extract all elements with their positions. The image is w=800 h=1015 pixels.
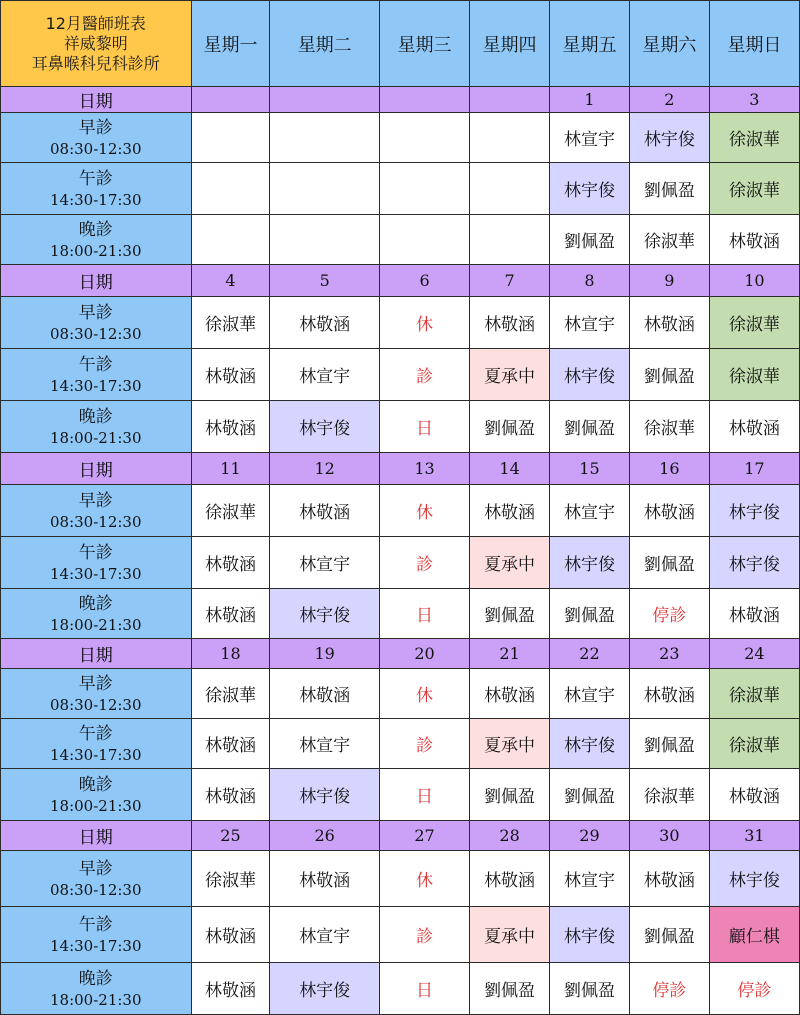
doctor-cell[interactable]: 林敬涵 xyxy=(629,851,709,907)
doctor-cell[interactable]: 診 xyxy=(379,537,469,589)
shift-time: 18:00-21:30 xyxy=(49,428,142,447)
doctor-cell[interactable]: 林敬涵 xyxy=(270,297,380,349)
doctor-cell[interactable]: 停診 xyxy=(629,589,709,639)
shift-label-cell[interactable] xyxy=(1,769,192,821)
date-cell[interactable]: 28 xyxy=(470,821,550,851)
date-row-label[interactable]: 日期 xyxy=(1,639,192,669)
shift-name: 早診 xyxy=(78,858,113,879)
shift-label-cell[interactable] xyxy=(1,669,192,719)
shift-row xyxy=(1,963,800,1015)
shift-label-cell[interactable] xyxy=(1,907,192,963)
shift-row xyxy=(1,349,800,401)
shift-row xyxy=(1,163,800,215)
doctor-cell[interactable]: 林敬涵 xyxy=(191,537,270,589)
doctor-cell[interactable]: 劉佩盈 xyxy=(550,963,630,1015)
shift-time: 18:00-21:30 xyxy=(49,241,142,260)
date-cell[interactable]: 5 xyxy=(270,265,380,297)
doctor-cell[interactable]: 夏承中 xyxy=(470,349,550,401)
doctor-cell[interactable]: 停診 xyxy=(629,963,709,1015)
date-cell[interactable]: 17 xyxy=(709,453,799,485)
doctor-cell[interactable]: 林宣宇 xyxy=(550,851,630,907)
doctor-cell[interactable]: 林宇俊 xyxy=(550,907,630,963)
shift-row xyxy=(1,851,800,907)
doctor-cell[interactable]: 徐淑華 xyxy=(629,401,709,453)
date-cell[interactable]: 12 xyxy=(270,453,380,485)
doctor-cell[interactable]: 林宣宇 xyxy=(550,297,630,349)
doctor-cell[interactable]: 林敬涵 xyxy=(629,297,709,349)
date-cell[interactable] xyxy=(470,87,550,113)
doctor-cell[interactable]: 林宇俊 xyxy=(550,349,630,401)
doctor-cell[interactable]: 林宇俊 xyxy=(270,589,380,639)
shift-time: 08:30-12:30 xyxy=(49,324,142,343)
shift-name: 晚診 xyxy=(78,219,113,240)
title-line: 耳鼻喉科兒科診所 xyxy=(31,53,160,73)
doctor-cell[interactable]: 日 xyxy=(379,401,469,453)
shift-name: 晚診 xyxy=(78,968,113,989)
doctor-cell[interactable]: 劉佩盈 xyxy=(629,163,709,215)
shift-name: 午診 xyxy=(78,723,113,744)
doctor-cell[interactable]: 林敬涵 xyxy=(709,401,799,453)
shift-name: 午診 xyxy=(78,354,113,375)
shift-row xyxy=(1,669,800,719)
shift-time: 14:30-17:30 xyxy=(49,376,142,395)
doctor-cell[interactable]: 林宣宇 xyxy=(270,907,380,963)
doctor-cell[interactable]: 日 xyxy=(379,589,469,639)
date-cell[interactable]: 15 xyxy=(550,453,630,485)
date-cell[interactable]: 13 xyxy=(379,453,469,485)
doctor-cell[interactable]: 林宇俊 xyxy=(550,537,630,589)
doctor-cell[interactable]: 林宇俊 xyxy=(709,537,799,589)
doctor-cell[interactable] xyxy=(270,113,380,163)
shift-row xyxy=(1,401,800,453)
weekday-saturday[interactable]: 星期六 xyxy=(629,1,709,87)
shift-time: 18:00-21:30 xyxy=(49,615,142,634)
doctor-cell[interactable]: 診 xyxy=(379,719,469,769)
date-cell[interactable] xyxy=(191,87,270,113)
shift-time: 08:30-12:30 xyxy=(49,139,142,158)
date-cell[interactable]: 24 xyxy=(709,639,799,669)
date-row-label[interactable]: 日期 xyxy=(1,821,192,851)
doctor-cell[interactable]: 林宇俊 xyxy=(270,769,380,821)
doctor-cell[interactable]: 徐淑華 xyxy=(709,297,799,349)
shift-row xyxy=(1,297,800,349)
doctor-cell[interactable]: 徐淑華 xyxy=(191,297,270,349)
shift-name: 午診 xyxy=(78,914,113,935)
doctor-cell[interactable] xyxy=(191,215,270,265)
doctor-cell[interactable]: 林敬涵 xyxy=(270,485,380,537)
doctor-cell[interactable]: 林宇俊 xyxy=(629,113,709,163)
date-row xyxy=(1,265,800,297)
doctor-cell[interactable]: 林敬涵 xyxy=(270,851,380,907)
shift-label-cell[interactable] xyxy=(1,163,192,215)
doctor-cell[interactable]: 日 xyxy=(379,963,469,1015)
shift-time: 08:30-12:30 xyxy=(49,512,142,531)
shift-row xyxy=(1,485,800,537)
date-cell[interactable]: 11 xyxy=(191,453,270,485)
shift-row xyxy=(1,769,800,821)
date-cell[interactable]: 22 xyxy=(550,639,630,669)
doctor-cell[interactable]: 徐淑華 xyxy=(629,215,709,265)
shift-label-cell[interactable] xyxy=(1,851,192,907)
doctor-cell[interactable]: 診 xyxy=(379,349,469,401)
doctor-cell[interactable]: 林宇俊 xyxy=(550,163,630,215)
header-row xyxy=(1,1,800,87)
doctor-cell[interactable]: 林敬涵 xyxy=(191,349,270,401)
date-cell[interactable]: 6 xyxy=(379,265,469,297)
shift-row xyxy=(1,907,800,963)
date-row xyxy=(1,453,800,485)
doctor-cell[interactable] xyxy=(470,113,550,163)
weekday-monday[interactable]: 星期一 xyxy=(191,1,270,87)
shift-time: 18:00-21:30 xyxy=(49,796,142,815)
date-cell[interactable] xyxy=(270,87,380,113)
shift-label-cell[interactable] xyxy=(1,349,192,401)
weekday-wednesday[interactable]: 星期三 xyxy=(379,1,469,87)
doctor-cell[interactable] xyxy=(470,163,550,215)
date-cell[interactable]: 1 xyxy=(550,87,630,113)
doctor-cell[interactable]: 林宣宇 xyxy=(550,113,630,163)
doctor-cell[interactable]: 林敬涵 xyxy=(470,851,550,907)
doctor-cell[interactable] xyxy=(191,113,270,163)
date-row xyxy=(1,87,800,113)
doctor-cell[interactable]: 劉佩盈 xyxy=(470,589,550,639)
shift-name: 午診 xyxy=(78,542,113,563)
date-cell[interactable]: 9 xyxy=(629,265,709,297)
shift-name: 晚診 xyxy=(78,406,113,427)
weekday-friday[interactable]: 星期五 xyxy=(550,1,630,87)
weekday-tuesday[interactable]: 星期二 xyxy=(270,1,380,87)
shift-row xyxy=(1,719,800,769)
date-cell[interactable]: 23 xyxy=(629,639,709,669)
doctor-cell[interactable]: 顧仁棋 xyxy=(709,907,799,963)
doctor-cell[interactable]: 徐淑華 xyxy=(709,719,799,769)
doctor-cell[interactable]: 夏承中 xyxy=(470,719,550,769)
date-cell[interactable]: 30 xyxy=(629,821,709,851)
doctor-cell[interactable]: 林宇俊 xyxy=(709,485,799,537)
shift-name: 午診 xyxy=(78,168,113,189)
doctor-cell[interactable]: 停診 xyxy=(709,963,799,1015)
doctor-cell[interactable]: 夏承中 xyxy=(470,907,550,963)
doctor-cell[interactable]: 劉佩盈 xyxy=(629,537,709,589)
date-cell[interactable]: 27 xyxy=(379,821,469,851)
doctor-cell[interactable]: 劉佩盈 xyxy=(550,401,630,453)
shift-row xyxy=(1,113,800,163)
doctor-cell[interactable] xyxy=(379,163,469,215)
date-row-label[interactable]: 日期 xyxy=(1,453,192,485)
doctor-cell[interactable]: 林敬涵 xyxy=(629,485,709,537)
shift-label-cell[interactable] xyxy=(1,215,192,265)
date-row xyxy=(1,821,800,851)
shift-name: 早診 xyxy=(78,490,113,511)
doctor-cell[interactable]: 林宇俊 xyxy=(550,719,630,769)
doctor-cell[interactable]: 徐淑華 xyxy=(709,163,799,215)
shift-label-cell[interactable] xyxy=(1,113,192,163)
doctor-cell[interactable]: 劉佩盈 xyxy=(470,963,550,1015)
shift-label-cell[interactable] xyxy=(1,537,192,589)
doctor-cell[interactable]: 林敬涵 xyxy=(191,907,270,963)
doctor-cell[interactable]: 徐淑華 xyxy=(709,349,799,401)
doctor-cell[interactable]: 劉佩盈 xyxy=(550,589,630,639)
title-line: 祥威黎明 xyxy=(63,33,128,53)
doctor-cell[interactable] xyxy=(270,163,380,215)
doctor-cell[interactable]: 林宣宇 xyxy=(270,349,380,401)
shift-label-cell[interactable] xyxy=(1,963,192,1015)
doctor-cell[interactable]: 林宣宇 xyxy=(270,719,380,769)
date-cell[interactable]: 21 xyxy=(470,639,550,669)
doctor-cell[interactable]: 林敬涵 xyxy=(270,669,380,719)
doctor-cell[interactable]: 徐淑華 xyxy=(709,113,799,163)
weekday-thursday[interactable]: 星期四 xyxy=(470,1,550,87)
shift-time: 14:30-17:30 xyxy=(49,190,142,209)
doctor-cell[interactable]: 日 xyxy=(379,769,469,821)
doctor-cell[interactable]: 林敬涵 xyxy=(470,485,550,537)
doctor-cell[interactable]: 劉佩盈 xyxy=(550,215,630,265)
doctor-cell[interactable]: 林敬涵 xyxy=(191,719,270,769)
shift-row xyxy=(1,215,800,265)
doctor-cell[interactable]: 林敬涵 xyxy=(629,669,709,719)
doctor-cell[interactable]: 徐淑華 xyxy=(191,851,270,907)
doctor-cell[interactable]: 劉佩盈 xyxy=(629,349,709,401)
date-row-label[interactable]: 日期 xyxy=(1,87,192,113)
shift-label-cell[interactable] xyxy=(1,589,192,639)
doctor-cell[interactable]: 徐淑華 xyxy=(191,669,270,719)
doctor-cell[interactable]: 劉佩盈 xyxy=(629,719,709,769)
doctor-cell[interactable]: 林敬涵 xyxy=(709,215,799,265)
schedule-title[interactable] xyxy=(1,1,192,87)
doctor-cell[interactable]: 夏承中 xyxy=(470,537,550,589)
doctor-cell[interactable]: 林宣宇 xyxy=(270,537,380,589)
doctor-cell[interactable]: 診 xyxy=(379,907,469,963)
shift-name: 早診 xyxy=(78,673,113,694)
doctor-cell[interactable]: 徐淑華 xyxy=(629,769,709,821)
doctor-cell[interactable]: 林敬涵 xyxy=(709,769,799,821)
shift-name: 早診 xyxy=(78,302,113,323)
shift-label-cell[interactable] xyxy=(1,719,192,769)
doctor-cell[interactable] xyxy=(470,215,550,265)
doctor-cell[interactable]: 林宇俊 xyxy=(270,963,380,1015)
doctor-cell[interactable] xyxy=(191,163,270,215)
shift-time: 18:00-21:30 xyxy=(49,990,142,1009)
shift-row xyxy=(1,589,800,639)
doctor-cell[interactable]: 林敬涵 xyxy=(191,589,270,639)
doctor-cell[interactable]: 劉佩盈 xyxy=(629,907,709,963)
shift-time: 14:30-17:30 xyxy=(49,745,142,764)
doctor-cell[interactable] xyxy=(270,215,380,265)
date-row-label[interactable]: 日期 xyxy=(1,265,192,297)
doctor-cell[interactable]: 林敬涵 xyxy=(709,589,799,639)
doctor-cell[interactable]: 林宇俊 xyxy=(709,851,799,907)
doctor-cell[interactable]: 林宣宇 xyxy=(550,485,630,537)
doctor-cell[interactable]: 劉佩盈 xyxy=(550,769,630,821)
shift-time: 14:30-17:30 xyxy=(49,564,142,583)
shift-time: 08:30-12:30 xyxy=(49,695,142,714)
shift-label-cell[interactable] xyxy=(1,485,192,537)
date-cell[interactable]: 4 xyxy=(191,265,270,297)
shift-label-cell[interactable] xyxy=(1,401,192,453)
date-cell[interactable]: 26 xyxy=(270,821,380,851)
date-cell[interactable]: 19 xyxy=(270,639,380,669)
date-cell[interactable]: 10 xyxy=(709,265,799,297)
date-cell[interactable]: 7 xyxy=(470,265,550,297)
doctor-cell[interactable]: 徐淑華 xyxy=(191,485,270,537)
doctor-cell[interactable]: 劉佩盈 xyxy=(470,401,550,453)
doctor-cell[interactable] xyxy=(379,215,469,265)
doctor-cell[interactable]: 林敬涵 xyxy=(470,297,550,349)
shift-label-cell[interactable] xyxy=(1,297,192,349)
doctor-cell[interactable]: 林敬涵 xyxy=(470,669,550,719)
doctor-cell[interactable]: 休 xyxy=(379,297,469,349)
shift-name: 晚診 xyxy=(78,593,113,614)
shift-name: 晚診 xyxy=(78,774,113,795)
shift-time: 08:30-12:30 xyxy=(49,880,142,899)
date-cell[interactable]: 18 xyxy=(191,639,270,669)
date-cell[interactable]: 14 xyxy=(470,453,550,485)
doctor-cell[interactable]: 林敬涵 xyxy=(191,401,270,453)
date-row xyxy=(1,639,800,669)
doctor-cell[interactable]: 徐淑華 xyxy=(709,669,799,719)
date-cell[interactable]: 20 xyxy=(379,639,469,669)
date-cell[interactable] xyxy=(379,87,469,113)
date-cell[interactable]: 29 xyxy=(550,821,630,851)
date-cell[interactable]: 31 xyxy=(709,821,799,851)
date-cell[interactable]: 8 xyxy=(550,265,630,297)
doctor-cell[interactable]: 休 xyxy=(379,669,469,719)
title-line: 12月醫師班表 xyxy=(45,13,146,33)
shift-time: 14:30-17:30 xyxy=(49,936,142,955)
date-cell[interactable]: 16 xyxy=(629,453,709,485)
date-cell[interactable]: 3 xyxy=(709,87,799,113)
date-cell[interactable]: 25 xyxy=(191,821,270,851)
doctor-cell[interactable]: 林敬涵 xyxy=(191,963,270,1015)
doctor-cell[interactable]: 林宣宇 xyxy=(550,669,630,719)
shift-row xyxy=(1,537,800,589)
doctor-cell[interactable]: 林宇俊 xyxy=(270,401,380,453)
doctor-cell[interactable]: 休 xyxy=(379,851,469,907)
doctor-cell[interactable]: 林敬涵 xyxy=(191,769,270,821)
doctor-cell[interactable] xyxy=(379,113,469,163)
weekday-sunday[interactable]: 星期日 xyxy=(709,1,799,87)
doctor-cell[interactable]: 劉佩盈 xyxy=(470,769,550,821)
shift-name: 早診 xyxy=(78,117,113,138)
date-cell[interactable]: 2 xyxy=(629,87,709,113)
doctor-cell[interactable]: 休 xyxy=(379,485,469,537)
